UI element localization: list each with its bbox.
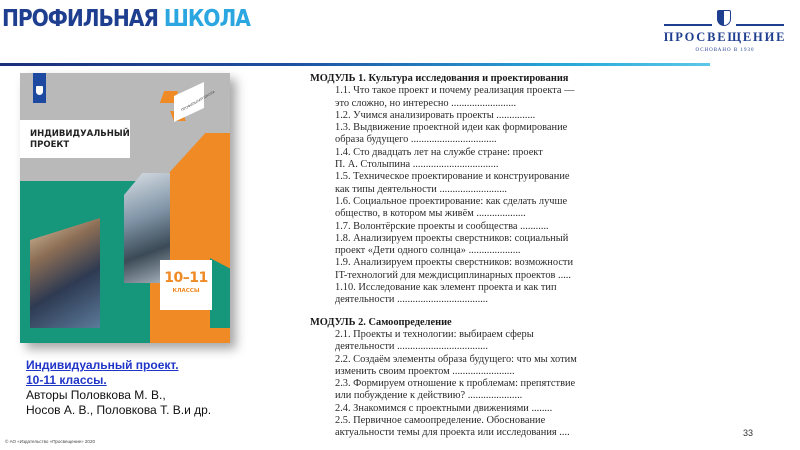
toc-entry: 1.2. Учимся анализировать проекты ............... [335, 109, 536, 121]
publisher-name: ПРОСВЕЩЕНИЕ [663, 30, 787, 44]
brand-title-word-2: ШКОЛА [163, 6, 250, 32]
profile-school-emblem-icon: ПРОФИЛЬНАЯ ШКОЛА [162, 85, 216, 125]
grade-number: 10–11 [164, 270, 208, 286]
toc-entry: 1.7. Волонтёрские проекты и сообщества ........... [335, 220, 549, 232]
toc-entry: 1.9. Анализируем проекты сверстников: возможности IT-технологий для междисциплинарных проектов ..... [335, 257, 574, 281]
header-divider [0, 63, 710, 66]
toc-entry: 2.2. Создаём элементы образа будущего: что мы хотим изменить своим проектом ........................ [335, 353, 577, 377]
toc-entry: 1.6. Социальное проектирование: как сделать лучше общество, в котором мы живём ................... [335, 195, 568, 220]
toc-entry: 1.10. Исследование как элемент проекта и как тип деятельности ................................... [335, 282, 557, 306]
toc-entry: 2.1. Проекты и технологии: выбираем сферы деятельности ................................... [335, 328, 534, 353]
authors-line-1: Авторы Половкова М. В., [26, 388, 166, 402]
shield-icon [717, 10, 731, 26]
toc-entry: 1.1. Что такое проект и почему реализация проекта — это сложно, но интересно ......................... [335, 85, 575, 109]
table-of-contents [310, 73, 640, 440]
book-cover [20, 73, 230, 343]
module-title: МОДУЛЬ 2. Самоопределение [310, 316, 452, 328]
authors-line-2: Носов А. В., Половкова Т. В.и др. [26, 403, 212, 417]
page-number: 33 [743, 428, 754, 438]
book-link-title[interactable]: Индивидуальный проект. [26, 358, 179, 372]
cover-title [20, 120, 130, 158]
toc-entry: 2.4. Знакомимся с проектными движениями ........ [335, 402, 553, 414]
brand-title-word-1: ПРОФИЛЬНАЯ [2, 6, 158, 32]
publisher-since: ОСНОВАНО В 1930 [695, 48, 755, 53]
logo-rule-right [736, 24, 784, 26]
toc-entry: 1.5. Техническое проектирование и конструирование как типы деятельности .......................... [335, 171, 570, 195]
grade-badge [160, 260, 212, 310]
toc-entry: 1.4. Сто двадцать лет на службе стране: проект П. А. Столыпина ................................. [335, 146, 543, 171]
cover-green-side [210, 258, 230, 328]
toc-entry: 1.8. Анализируем проекты сверстников: социальный проект «Дети одного солнца» .................... [335, 232, 569, 257]
copyright: © АО «Издательство «Просвещение» 2020 [5, 439, 95, 444]
book-link-grade[interactable]: 10-11 классы. [26, 373, 107, 387]
cover-title-line-1: ИНДИВИДУАЛЬНЫЙ [30, 129, 130, 139]
logo-rule-left [664, 24, 712, 26]
toc-entry: 2.3. Формируем отношение к проблемам: препятствие или побуждение к действию? ..................... [335, 378, 576, 402]
publisher-badge-icon [33, 73, 46, 103]
book-info [26, 358, 266, 418]
module-title: МОДУЛЬ 1. Культура исследования и проектирования [310, 73, 569, 84]
cover-title-line-2: ПРОЕКТ [30, 140, 70, 150]
toc-entry: 2.5. Первичное самоопределение. Обоснование актуальности темы для проекта или исследования .... [335, 415, 570, 439]
grade-label: КЛАССЫ [172, 288, 200, 294]
publisher-logo [660, 8, 790, 58]
toc-entry: 1.3. Выдвижение проектной идеи как формирование образа будущего ................................. [335, 122, 568, 146]
brand-title [2, 6, 250, 32]
